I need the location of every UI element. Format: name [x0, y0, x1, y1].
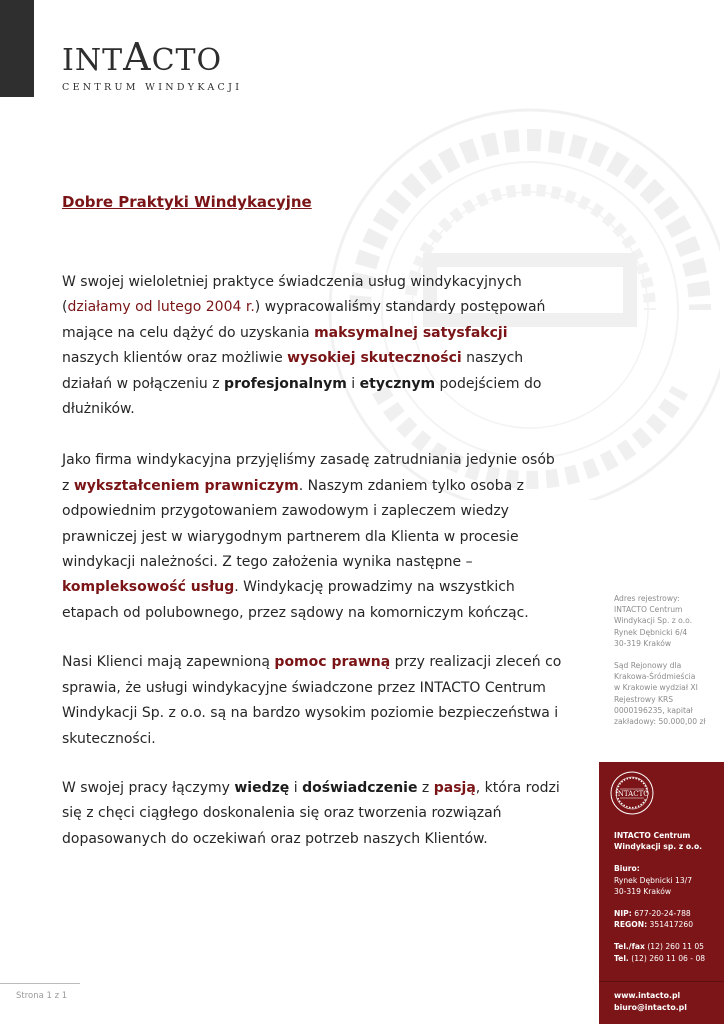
paragraph-1: W swojej wieloletniej praktyce świadczenia usług windykacyjnych (działamy od lutego 2004 r.) wypracowaliśmy standardy postępowań mające na celu dążyć do uzyskania maksymalnej satysfakcji naszych klientów oraz możliwie wysokiej skuteczności naszych działań w połączeniu z profesjonalnym i etycznym podejściem do dłużników.: [62, 274, 546, 418]
panel-divider: [599, 981, 724, 982]
email-link[interactable]: biuro@intacto.pl: [614, 1003, 687, 1012]
contact-panel: [599, 762, 724, 1024]
paragraph-4: W swojej pracy łączymy wiedzę i doświadczenie z pasją, która rodzi się z chęci ciągłego doskonalenia się oraz tworzenia rozwiązań dopasowanych do oczekiwań oraz potrzeb naszych Klientów.: [62, 779, 560, 847]
svg-text:INTACTO: INTACTO: [615, 790, 649, 798]
paragraph-2: Jako firma windykacyjna przyjęliśmy zasadę zatrudniania jedynie osób z wykształceniem prawniczym. Naszym zdaniem tylko osoba z odpowiednim przygotowaniem zawodowym i zapleczem wiedzy prawniczej jest w wiarygodnym partnerem dla Klienta w procesie windykacji należności. Z tego założenia wynika następne – kompleksowość usług. Windykację prowadzimy na wszystkich etapach od polubownego, przez sądowy na komorniczym kończąc.: [62, 452, 555, 621]
logo-subtitle: CENTRUM WINDYKACJI: [62, 82, 243, 93]
footer-divider: [0, 983, 80, 984]
document-body: [62, 270, 562, 876]
document-title: Dobre Praktyki Windykacyjne: [62, 193, 312, 211]
contact-web: [614, 990, 687, 1014]
intacto-logo: [62, 35, 243, 93]
page-tab-marker: [0, 0, 34, 97]
registry-info: Adres rejestrowy: INTACTO Centrum Windykacji Sp. z o.o. Rynek Dębnicki 6/4 30-319 Kraków Sąd Rejonowy dla Krakowa-Śródmieścia w Krakowie wydział XI Rejestrowy KRS 0000196235, kapitał zakładowy: 50.000,00 zł: [614, 594, 706, 727]
paragraph-3: Nasi Klienci mają zapewnioną pomoc prawną przy realizacji zleceń co sprawia, że usługi windykacyjne świadczone przez INTACTO Centrum Windykacji Sp. z o.o. są na bardzo wysokim poziomie bezpieczeństwa i skuteczności.: [62, 654, 562, 747]
intacto-badge-icon: [609, 770, 655, 816]
logo-wordmark: INTACTO: [62, 35, 223, 79]
website-link[interactable]: www.intacto.pl: [614, 991, 681, 1000]
page-number: Strona 1 z 1: [16, 991, 68, 1001]
contact-details: INTACTO Centrum Windykacji sp. z o.o. Biuro: Rynek Dębnicki 13/7 30-319 Kraków NIP: 677-20-24-788 REGON: 351417260 Tel./fax (12) 260 11 05 Tel. (12) 260 11 06 - 08: [614, 831, 706, 963]
